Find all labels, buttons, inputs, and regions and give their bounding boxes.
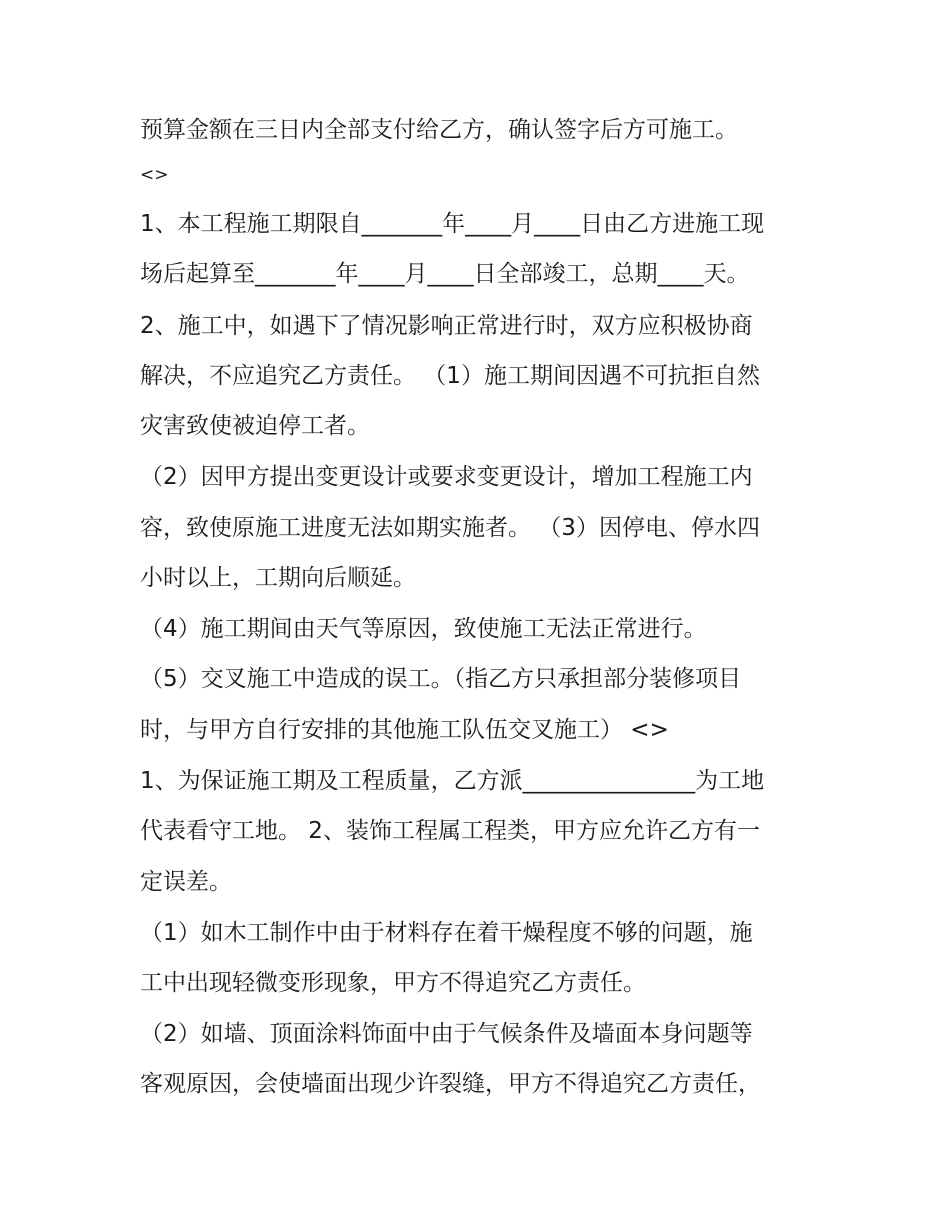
text-line: 灾害致使被迫停工者。 [140, 413, 370, 439]
text-line: 2、施工中，如遇下了情况影响正常进行时，双方应积极协商 [140, 313, 753, 339]
text-line: （2）如墙、顶面涂料饰面中由于气候条件及墙面本身问题等 [140, 1021, 753, 1047]
text-line: 1、本工程施工期限自_______年____月____日由乙方进施工现 [140, 211, 765, 237]
text-line: 场后起算至_______年____月____日全部竣工，总期____天。 [140, 261, 750, 287]
text-line: （4）施工期间由天气等原因，致使施工无法正常进行。 [140, 616, 707, 642]
text-line: （5）交叉施工中造成的误工。（指乙方只承担部分装修项目 [140, 666, 742, 692]
text-line: 客观原因，会使墙面出现少许裂缝，甲方不得追究乙方责任， [140, 1071, 761, 1097]
text-line: 1、为保证施工期及工程质量，乙方派_______________为工地 [140, 768, 765, 794]
text-line: （1）如木工制作中由于材料存在着干燥程度不够的问题，施 [140, 920, 753, 946]
text-line: 时，与甲方自行安排的其他施工队伍交叉施工） <> [140, 717, 669, 743]
text-line: <> [140, 165, 169, 185]
text-line: 小时以上，工期向后顺延。 [140, 565, 416, 591]
text-line: 代表看守工地。 2、装饰工程属工程类，甲方应允许乙方有一 [140, 818, 760, 844]
text-line: 定误差。 [140, 869, 232, 895]
text-line: 工中出现轻微变形现象，甲方不得追究乙方责任。 [140, 970, 646, 996]
text-line: 预算金额在三日内全部支付给乙方，确认签字后方可施工。 [140, 117, 738, 143]
text-line: （2）因甲方提出变更设计或要求变更设计，增加工程施工内 [140, 464, 753, 490]
text-line: 解决，不应追究乙方责任。 （1）施工期间因遇不可抗拒自然 [140, 363, 760, 389]
text-line: 容，致使原施工进度无法如期实施者。 （3）因停电、停水四 [140, 515, 760, 541]
